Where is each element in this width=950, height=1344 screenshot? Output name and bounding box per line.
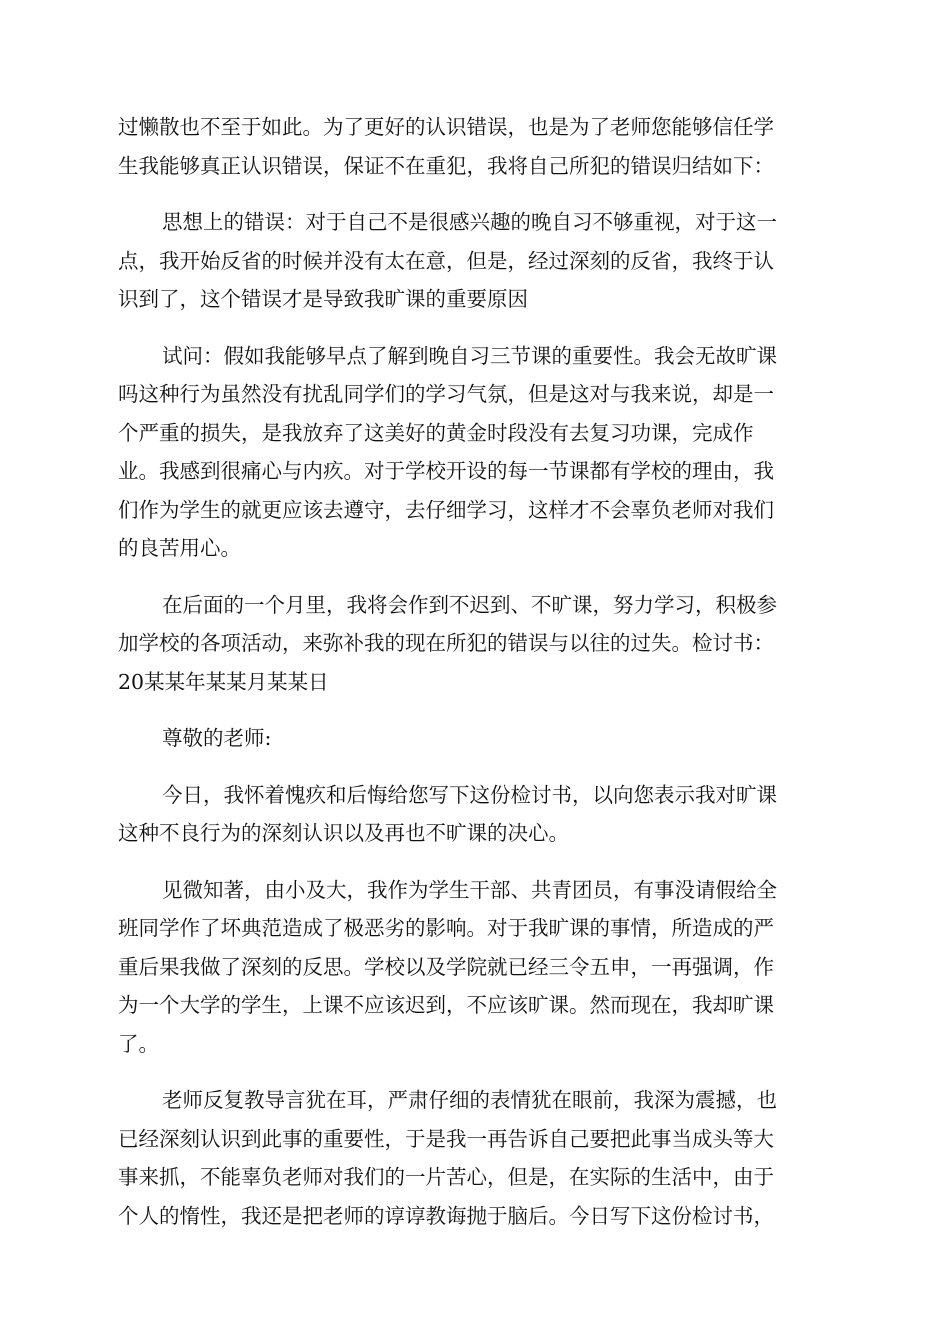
text-line: 为一个大学的学生，上课不应该迟到，不应该旷课。然而现在，我却旷课 bbox=[118, 993, 774, 1017]
paragraph bbox=[118, 203, 832, 319]
text-line: 了。 bbox=[118, 1031, 159, 1056]
text-line: 事来抓，不能辜负老师对我们的一片苦心，但是，在实际的生活中，由于 bbox=[118, 1165, 774, 1189]
paragraph bbox=[118, 337, 832, 568]
text-line: 个严重的损失，是我放弃了这美好的黄金时段没有去复习功课，完成作 bbox=[118, 420, 754, 445]
text-line: 业。我感到很痛心与内疚。对于学校开设的每一节课都有学校的理由，我 bbox=[118, 459, 774, 483]
text-line: 在后面的一个月里，我将会作到不迟到、不旷课，努力学习，积极参 bbox=[162, 592, 777, 617]
text-line: 点，我开始反省的时候并没有太在意，但是，经过深刻的反省，我终于认 bbox=[118, 248, 774, 273]
text-line: 们作为学生的就更应该去遵守，去仔细学习，这样才不会辜负老师对我们 bbox=[118, 497, 774, 522]
paragraph bbox=[118, 871, 832, 1064]
text-line: 吗这种行为虽然没有扰乱同学们的学习气氛，但是这对与我来说，却是一 bbox=[118, 382, 774, 406]
text-line: 思想上的错误：对于自己不是很感兴趣的晚自习不够重视，对于这一 bbox=[162, 210, 777, 234]
text-line: 个人的惰性，我还是把老师的谆谆教诲抛于脑后。今日写下这份检讨书， bbox=[118, 1203, 774, 1228]
text-line: 尊敬的老师: bbox=[162, 726, 272, 750]
text-line: 今日，我怀着愧疚和后悔给您写下这份检讨书，以向您表示我对旷课 bbox=[162, 782, 777, 807]
paragraph bbox=[118, 1081, 832, 1235]
text-line: 见微知著，由小及大，我作为学生干部、共青团员，有事没请假给全 bbox=[162, 877, 777, 902]
paragraph bbox=[118, 586, 832, 702]
salutation bbox=[118, 719, 832, 758]
document-body bbox=[118, 108, 832, 1253]
text-line: 识到了，这个错误才是导致我旷课的重要原因 bbox=[118, 287, 528, 311]
text-line: 重后果我做了深刻的反思。学校以及学院就已经三令五申，一再强调，作 bbox=[118, 954, 774, 979]
text-line: 过懒散也不至于如此。为了更好的认识错误，也是为了老师您能够信任学 bbox=[118, 115, 774, 139]
text-line: 已经深刻认识到此事的重要性，于是我一再告诉自己要把此事当成头等大 bbox=[118, 1126, 774, 1151]
text-line: 这种不良行为的深刻认识以及再也不旷课的决心。 bbox=[118, 821, 569, 845]
text-line: 试问：假如我能够早点了解到晚自习三节课的重要性。我会无故旷课 bbox=[162, 343, 777, 368]
text-line: 的良苦用心。 bbox=[118, 536, 241, 560]
text-line: 加学校的各项活动，来弥补我的现在所犯的错误与以往的过失。检讨书： bbox=[118, 631, 774, 655]
paragraph bbox=[118, 776, 832, 853]
text-line: 20某某年某某月某某日 bbox=[118, 669, 329, 694]
paragraph bbox=[118, 108, 832, 185]
text-line: 生我能够真正认识错误，保证不在重犯，我将自己所犯的错误归结如下： bbox=[118, 153, 774, 178]
text-line: 班同学作了坏典范造成了极恶劣的影响。对于我旷课的事情，所造成的严 bbox=[118, 916, 774, 940]
text-line: 老师反复教导言犹在耳，严肃仔细的表情犹在眼前，我深为震撼，也 bbox=[162, 1088, 777, 1112]
